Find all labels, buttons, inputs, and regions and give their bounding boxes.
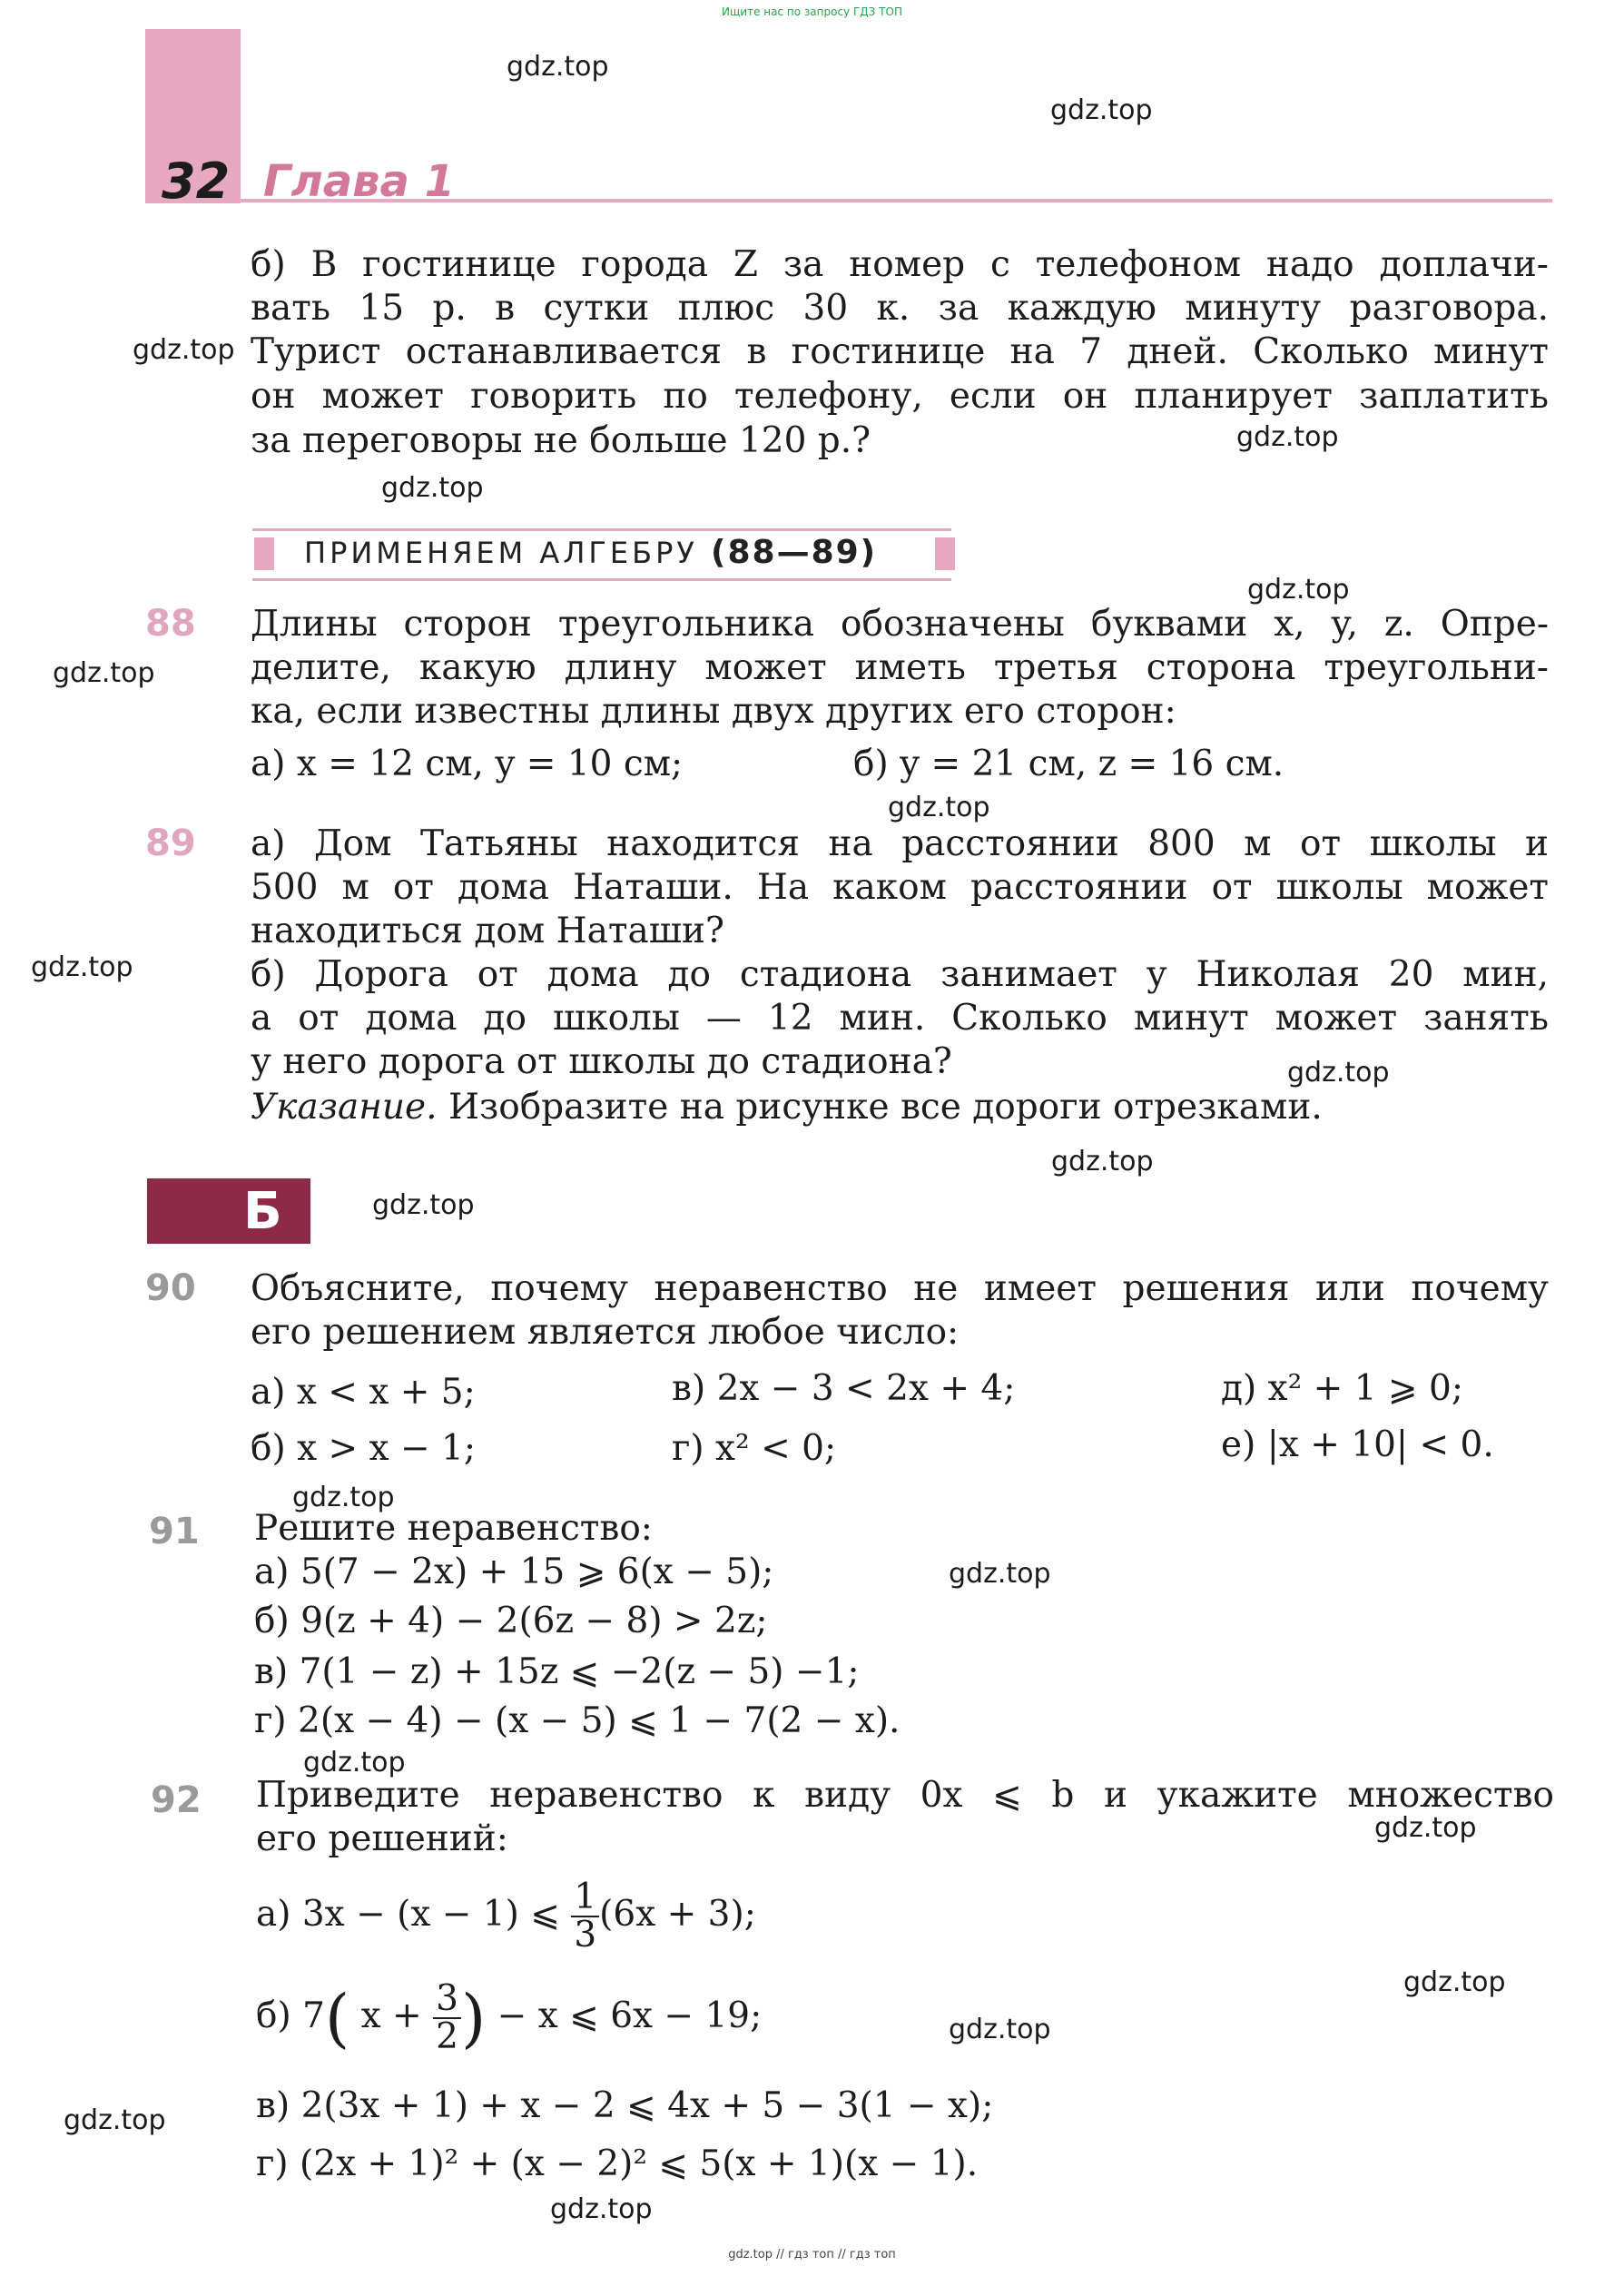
answer-b: б) y = 21 см, z = 16 см.: [853, 744, 1284, 784]
chapter-title: Глава 1: [263, 156, 456, 207]
fraction-numerator: 1: [571, 1879, 599, 1917]
answer-b-inner: x +: [360, 1995, 422, 2036]
watermark-label: gdz.top: [1287, 1057, 1390, 1089]
text-line: он может говорить по телефону, если он планирует заплатить: [251, 376, 1549, 417]
watermark-label: gdz.top: [949, 1558, 1051, 1590]
answer-a: [256, 1879, 756, 1954]
text-line: вать 15 р. в сутки плюс 30 к. за каждую минуту разговора.: [251, 288, 1549, 329]
text-line: а) Дом Татьяны находится на расстоянии 800 м от школы и: [251, 823, 1549, 864]
problem-number: 88: [145, 603, 196, 645]
watermark-label: gdz.top: [53, 657, 155, 689]
answer-a: а) x < x + 5;: [251, 1372, 476, 1413]
level-badge: [147, 1178, 310, 1244]
fraction-numerator: 3: [433, 1981, 461, 2019]
answer-a: а) 5(7 − 2x) + 15 ⩾ 6(x − 5);: [254, 1552, 774, 1592]
text-line: ка, если известны длины двух других его сторон:: [251, 691, 1176, 732]
text-line: Длины сторон треугольника обозначены буквами x, y, z. Опре-: [251, 604, 1549, 645]
problem-number: 89: [145, 823, 196, 864]
answer-e: е) |x + 10| < 0.: [1221, 1424, 1494, 1465]
text-line: б) В гостинице города Z за номер с телефоном надо доплачи-: [251, 244, 1549, 285]
banner-title: ПРИМЕНЯЕМ АЛГЕБРУ: [304, 536, 698, 570]
watermark-label: gdz.top: [1247, 574, 1350, 606]
answer-v: в) 2(3x + 1) + x − 2 ⩽ 4x + 5 − 3(1 − x);: [256, 2085, 994, 2126]
banner-range: (88—89): [711, 534, 878, 571]
text-line: находиться дом Наташи?: [251, 911, 724, 951]
text-line: делите, какую длину может иметь третья сторона треугольни-: [251, 647, 1549, 688]
text-line: его решением является любое число:: [251, 1312, 960, 1353]
section-banner-title: [304, 534, 877, 571]
answer-b: б) 9(z + 4) − 2(6z − 8) > 2z;: [254, 1601, 768, 1641]
text-line: а от дома до школы — 12 мин. Сколько минут может занять: [251, 998, 1549, 1039]
answer-a: а) x = 12 см, y = 10 см;: [251, 744, 684, 784]
hint-text: Изобразите на рисунке все дороги отрезками.: [448, 1087, 1323, 1128]
problem-number: 91: [149, 1511, 200, 1552]
watermark-label: gdz.top: [888, 792, 990, 823]
text-line: Турист останавливается в гостинице на 7 дней. Сколько минут: [251, 331, 1549, 372]
watermark-label: gdz.top: [550, 2193, 653, 2225]
watermark-label: gdz.top: [1374, 1812, 1477, 1844]
hint-label: Указание.: [251, 1087, 438, 1128]
watermark-label: gdz.top: [1051, 1146, 1154, 1177]
watermark-label: gdz.top: [949, 2014, 1051, 2045]
fraction-one-third: [571, 1879, 599, 1954]
text-line: за переговоры не больше 120 р.?: [251, 420, 871, 461]
answer-v: в) 2x − 3 < 2x + 4;: [672, 1368, 1016, 1409]
fraction-denominator: 2: [436, 2016, 458, 2057]
watermark-label: gdz.top: [372, 1189, 475, 1221]
answer-b-right: − x ⩽ 6x − 19;: [497, 1995, 763, 2036]
answer-b: б) x > x − 1;: [251, 1428, 476, 1469]
answer-v: в) 7(1 − z) + 15z ⩽ −2(z − 5) −1;: [254, 1651, 860, 1692]
watermark-label: gdz.top: [1236, 421, 1339, 453]
watermark-label: gdz.top: [507, 51, 609, 83]
text-line: Объясните, почему неравенство не имеет решения или почему: [251, 1268, 1549, 1309]
text-line: б) Дорога от дома до стадиона занимает у Николая 20 мин,: [251, 954, 1549, 995]
answer-a-left: а) 3x − (x − 1) ⩽: [256, 1894, 560, 1935]
answer-b-left: б) 7: [256, 1995, 325, 2036]
answer-a-right: (6x + 3);: [599, 1894, 756, 1935]
watermark-label: gdz.top: [292, 1482, 395, 1513]
watermark-label: gdz.top: [381, 472, 484, 504]
answer-g: г) 2(x − 4) − (x − 5) ⩽ 1 − 7(2 − x).: [254, 1700, 901, 1741]
bottom-watermark-note: gdz.top // гдз топ // гдз топ: [728, 2248, 896, 2261]
problem-number: 92: [151, 1779, 202, 1821]
page-number: 32: [162, 153, 231, 210]
watermark-label: gdz.top: [303, 1747, 406, 1778]
level-badge-letter: Б: [243, 1182, 282, 1241]
fraction-three-halves: [433, 1978, 461, 2057]
answer-d: д) x² + 1 ⩾ 0;: [1221, 1368, 1463, 1409]
banner-left-marker: [254, 537, 274, 570]
answer-g: г) x² < 0;: [672, 1428, 837, 1469]
answer-g: г) (2x + 1)² + (x − 2)² ⩽ 5(x + 1)(x − 1).: [256, 2143, 979, 2184]
text-line: 500 м от дома Наташи. На каком расстоянии от школы может: [251, 867, 1549, 908]
text-line: у него дорога от школы до стадиона?: [251, 1041, 952, 1082]
text-line: его решений:: [256, 1818, 508, 1859]
banner-right-marker: [935, 537, 955, 570]
watermark-label: gdz.top: [1050, 94, 1153, 126]
watermark-label: gdz.top: [133, 334, 235, 366]
hint-line: [251, 1086, 1323, 1129]
watermark-label: gdz.top: [64, 2104, 166, 2136]
answer-b: б) 7( x + $\frac{3}{2}$ ) − x ⩽ 6x − 19;: [256, 1978, 763, 2057]
problem-number: 90: [145, 1267, 196, 1309]
top-watermark-note: Ищите нас по запросу ГДЗ ТОП: [722, 5, 902, 18]
text-line: Приведите неравенство к виду 0x ⩽ b и укажите множество: [256, 1775, 1554, 1816]
watermark-label: gdz.top: [31, 951, 133, 983]
problem-title: Решите неравенство:: [254, 1508, 653, 1549]
fraction-denominator: 3: [574, 1915, 597, 1956]
watermark-label: gdz.top: [1403, 1966, 1506, 1998]
